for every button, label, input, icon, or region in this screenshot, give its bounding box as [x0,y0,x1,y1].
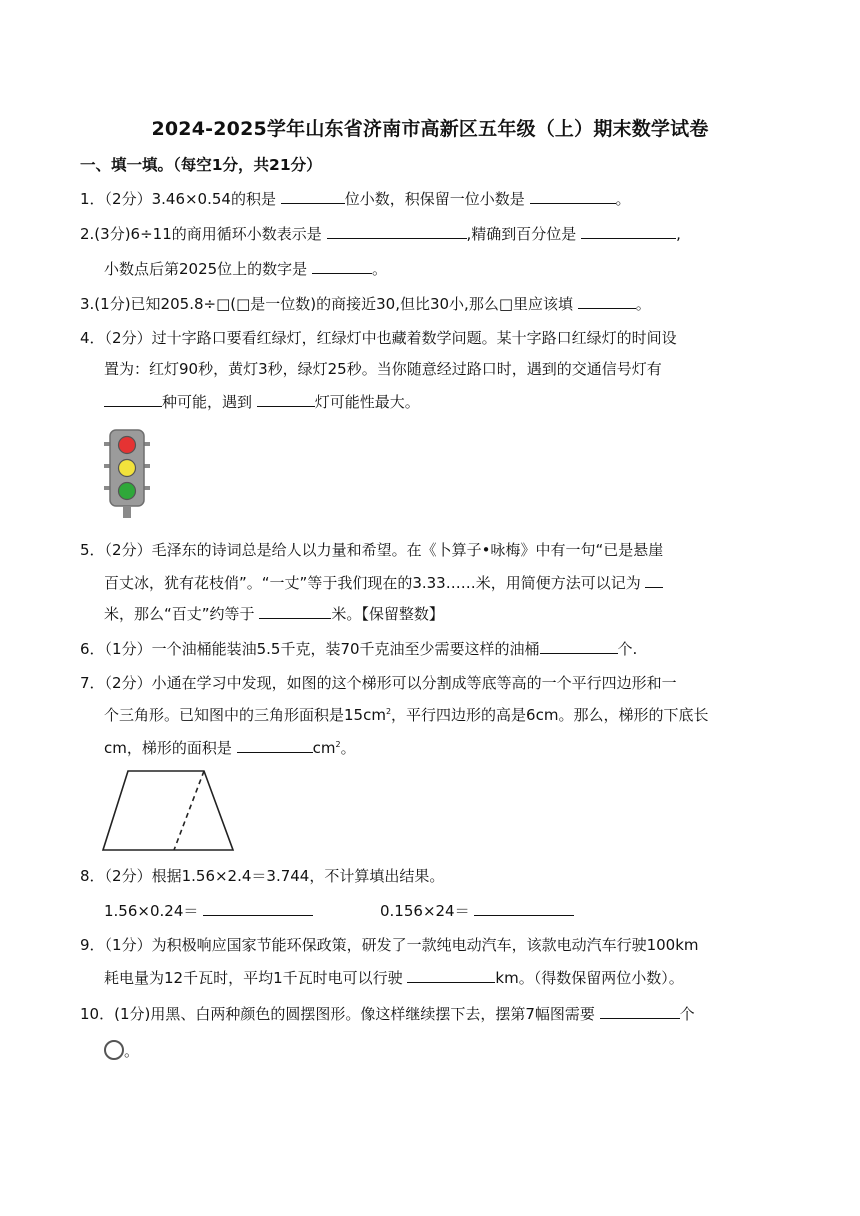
question-7-line3: cm，梯形的面积是 $cm^2$。 [104,739,356,757]
question-6: 6．（1分）一个油桶能装油5.5千克，装70千克油至少需要这样的油桶 个. [80,640,638,658]
question-4-line2: 置为：红灯90秒，黄灯3秒，绿灯25秒。当你随意经过路口时，遇到的交通信号灯有 [104,360,662,378]
answer-blank[interactable] [474,900,574,916]
question-2-line2: 小数点后第2025位上的数字是 。 [104,260,387,278]
answer-blank[interactable] [540,638,618,654]
answer-blank[interactable] [104,391,162,407]
question-9: 9．（1分）为积极响应国家节能环保政策，研发了一款纯电动汽车，该款电动汽车行驶100km [80,936,699,954]
question-1: 1．（2分）3.46×0.54的积是 位小数，积保留一位小数是 。 [80,190,631,208]
question-8-part1: 1.56×0.24＝ [104,900,313,921]
traffic-light-icon [101,428,153,520]
question-9-line2: 耗电量为12千瓦时，平均1千瓦时电可以行驶 km。（得数保留两位小数）。 [104,969,684,987]
question-8-part2: 0.156×24＝ [380,900,574,921]
white-circle-icon [104,1040,124,1060]
question-3: 3.(1分)已知205.8÷□(□是一位数)的商接近30,但比30小,那么□里应该填 。 [80,295,651,313]
answer-blank[interactable] [530,188,616,204]
answer-blank[interactable] [600,1003,680,1019]
answer-blank[interactable] [581,223,676,239]
answer-blank[interactable] [257,391,315,407]
answer-blank[interactable] [312,258,372,274]
answer-blank[interactable] [281,188,345,204]
question-8: 8．（2分）根据1.56×2.4＝3.744，不计算填出结果。 [80,867,445,885]
question-10-line2: 。 [104,1040,139,1061]
answer-blank[interactable] [259,603,331,619]
page-title: 2024-2025学年山东省济南市高新区五年级（上）期末数学试卷 [151,118,709,140]
question-4-line3: 种可能，遇到 灯可能性最大。 [104,391,420,412]
answer-blank[interactable] [578,293,636,309]
question-10: 10．(1分)用黑、白两种颜色的圆摆图形。像这样继续摆下去，摆第7幅图需要 个 [80,1005,695,1023]
section-heading: 一、填一填。（每空1分，共21分） [80,156,322,174]
question-7-line2: 个三角形。已知图中的三角形面积是$15cm^2$，平行四边形的高是6cm。那么，梯形的下底长 [104,706,709,724]
answer-blank[interactable] [327,223,467,239]
answer-blank[interactable] [237,737,313,753]
answer-blank[interactable] [407,967,495,983]
answer-blank[interactable] [203,900,313,916]
question-7: 7．（2分）小通在学习中发现，如图的这个梯形可以分割成等底等高的一个平行四边形和一 [80,674,677,692]
question-2: 2.(3分)6÷11的商用循环小数表示是 ,精确到百分位是 , [80,225,681,243]
question-4: 4．（2分）过十字路口要看红绿灯，红绿灯中也藏着数学问题。某十字路口红绿灯的时间设 [80,329,677,347]
trapezoid-diagram [100,768,236,854]
answer-blank[interactable] [645,572,663,588]
question-5: 5．（2分）毛泽东的诗词总是给人以力量和希望。在《卜算子•咏梅》中有一句“已是悬崖 [80,541,664,559]
question-5-line2: 百丈冰，犹有花枝俏”。“一丈”等于我们现在的3.33……米，用简便方法可以记为 [104,572,663,593]
question-5-line3: 米，那么“百丈”约等于 米。【保留整数】 [104,605,444,623]
